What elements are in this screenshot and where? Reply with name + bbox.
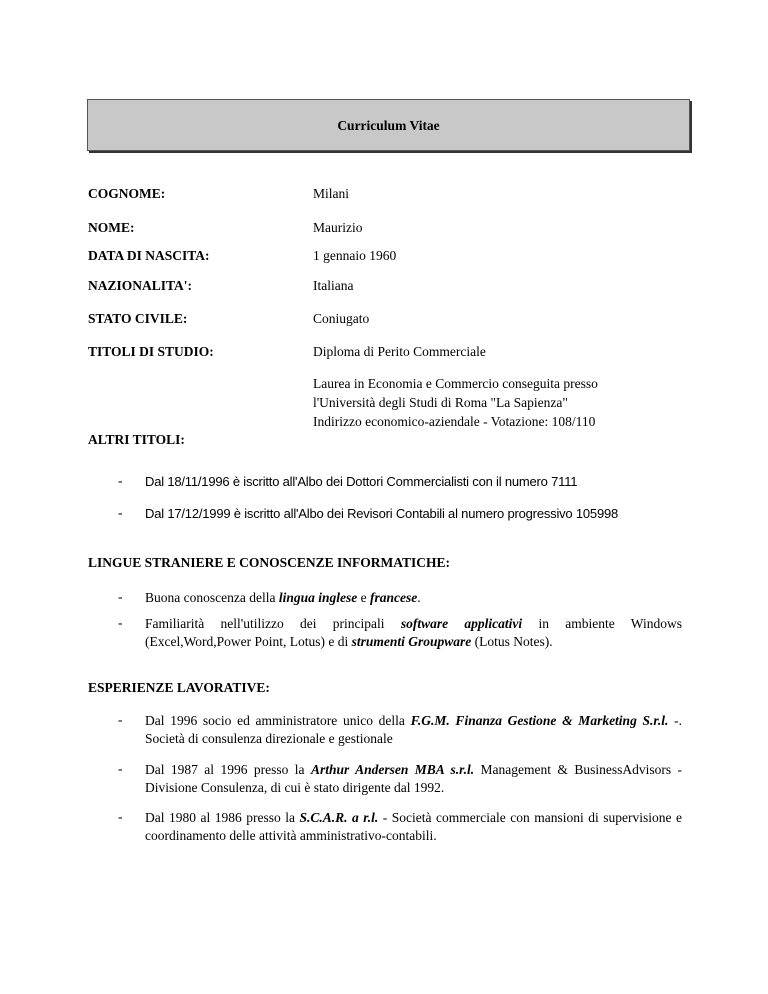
list-item	[145, 615, 682, 651]
altri-titoli-heading: ALTRI TITOLI:	[88, 432, 185, 447]
list-item: Dal 18/11/1996 è iscritto all'Albo dei Dottori Commercialisti con il numero 7111	[145, 474, 578, 489]
text: e	[357, 590, 370, 605]
laurea-line: l'Università degli Studi di Roma "La Sapienza"	[313, 395, 568, 410]
highlight: strumenti Groupware	[351, 634, 472, 649]
text: Buona conoscenza della	[145, 590, 279, 605]
list-item	[145, 712, 682, 748]
list-dash: -	[118, 809, 123, 824]
esperienze-heading: ESPERIENZE LAVORATIVE:	[88, 680, 270, 695]
highlight: lingua inglese	[278, 590, 358, 605]
text: .	[417, 590, 421, 605]
nascita-value: 1 gennaio 1960	[313, 248, 397, 263]
list-item	[145, 761, 682, 797]
titoli-studio-label: TITOLI DI STUDIO:	[88, 344, 214, 359]
company-name: Arthur Andersen MBA s.r.l.	[310, 762, 475, 777]
nazionalita-value: Italiana	[313, 278, 354, 293]
laurea-line: Indirizzo economico-aziendale - Votazione: 108/110	[313, 414, 596, 429]
list-item: Dal 17/12/1999 è iscritto all'Albo dei Revisori Contabili al numero progressivo 105998	[145, 506, 619, 521]
text: in ambiente Windows (Excel,Word,Power Point, Lotus) e di	[145, 616, 682, 649]
nascita-label: DATA DI NASCITA:	[88, 248, 210, 263]
title-box	[87, 99, 690, 151]
text: - Società commerciale con mansioni di supervisione e coordinamento delle attività amministrativo-contabili.	[145, 810, 682, 843]
stato-civile-value: Coniugato	[313, 311, 370, 326]
text: Dal 1980 al 1986 presso la	[145, 810, 300, 825]
text: Familiarità nell'utilizzo dei principali	[145, 616, 401, 631]
list-dash: -	[118, 712, 123, 727]
text: Management & BusinessAdvisors - Divisione Consulenza, di cui è stato dirigente dal 1992.	[145, 762, 682, 795]
text: (Lotus Notes).	[471, 634, 553, 649]
list-dash: -	[118, 473, 123, 488]
list-item	[145, 809, 682, 845]
text: Dal 1987 al 1996 presso la	[145, 762, 311, 777]
company-name: F.G.M. Finanza Gestione & Marketing S.r.l.	[410, 713, 669, 728]
laurea-block	[313, 374, 598, 431]
nazionalita-label: NAZIONALITA':	[88, 278, 193, 293]
cognome-label: COGNOME:	[88, 186, 166, 201]
company-name: S.C.A.R. a r.l.	[299, 810, 379, 825]
list-dash: -	[118, 615, 123, 630]
cognome-value: Milani	[313, 186, 349, 201]
laurea-line: Laurea in Economia e Commercio conseguita presso	[313, 376, 598, 391]
nome-label: NOME:	[88, 220, 135, 235]
nome-value: Maurizio	[313, 220, 363, 235]
list-dash: -	[118, 761, 123, 776]
highlight: software applicativi	[400, 616, 523, 631]
titoli-studio-value: Diploma di Perito Commerciale	[313, 344, 486, 359]
list-item	[145, 589, 682, 607]
text: Dal 1996 socio ed amministratore unico della	[145, 713, 411, 728]
lingue-heading: LINGUE STRANIERE E CONOSCENZE INFORMATICHE:	[88, 555, 451, 570]
page-title: Curriculum Vitae	[337, 118, 440, 133]
text: -. Società di consulenza direzionale e gestionale	[145, 713, 682, 746]
stato-civile-label: STATO CIVILE:	[88, 311, 188, 326]
list-dash: -	[118, 589, 123, 604]
list-dash: -	[118, 505, 123, 520]
highlight: francese	[369, 590, 418, 605]
